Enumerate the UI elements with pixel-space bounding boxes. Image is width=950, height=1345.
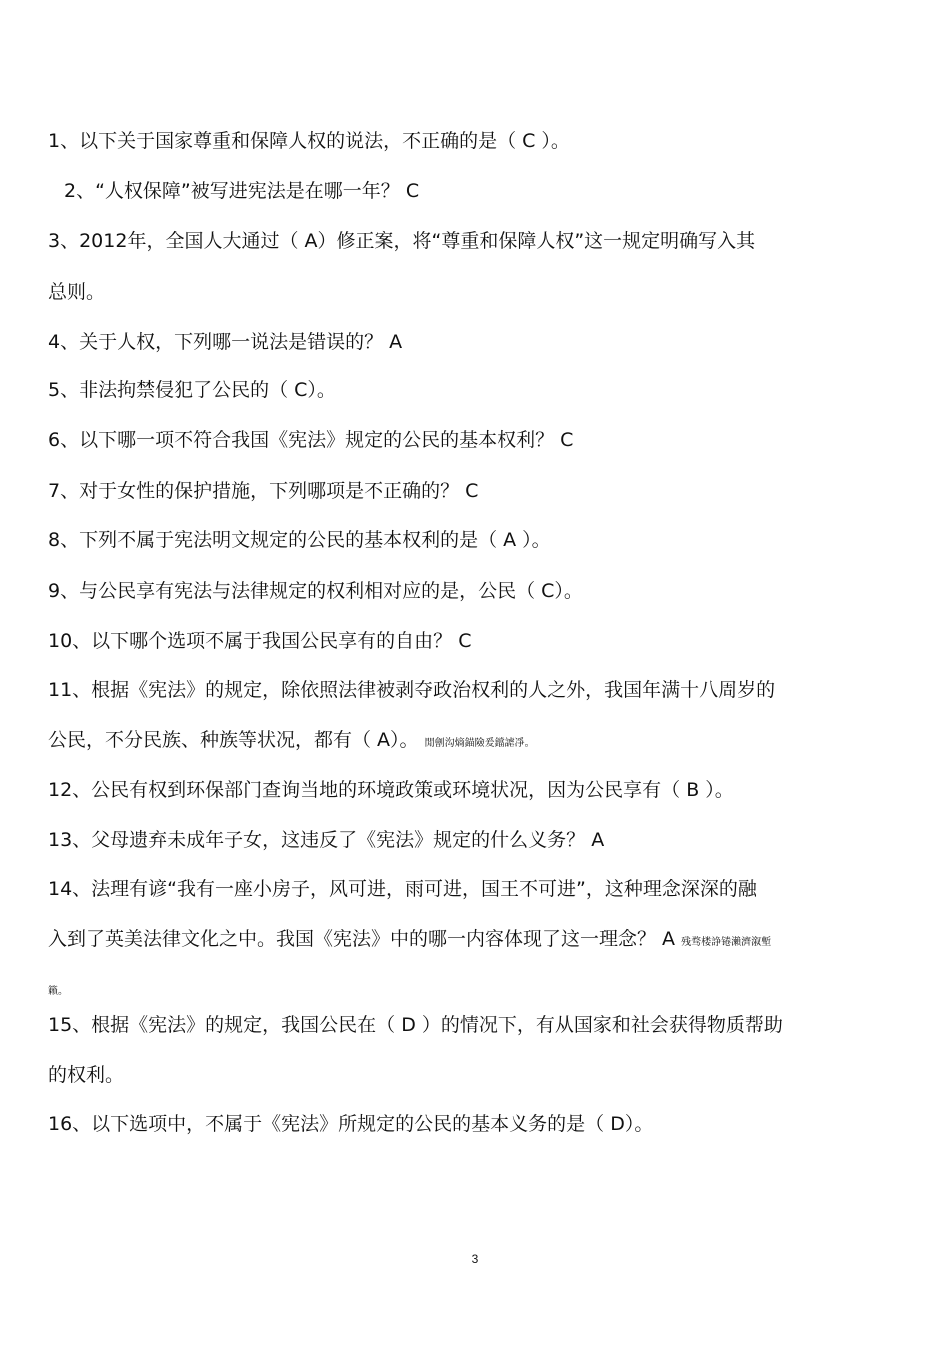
question-14: 14、法理有谚“我有一座小房子，风可进，雨可进，国王不可进”，这种理念深深的融 (48, 878, 757, 900)
question-14-cont (48, 927, 771, 955)
noise-text: 籟。 (48, 986, 68, 997)
question-11-cont-text: 公民，不分民族、种族等状况，都有（ A）。 (48, 729, 419, 751)
question-2: 2、“人权保障”被写进宪法是在哪一年？ C (64, 180, 420, 202)
question-15: 15、根据《宪法》的规定，我国公民在（ D ）的情况下，有从国家和社会获得物质帮助 (48, 1014, 783, 1036)
question-10: 10、以下哪个选项不属于我国公民享有的自由？ C (48, 630, 472, 652)
question-12: 12、公民有权到环保部门查询当地的环境政策或环境状况，因为公民享有（ B ）。 (48, 779, 734, 801)
question-1: 1、以下关于国家尊重和保障人权的说法，不正确的是（ C ）。 (48, 130, 570, 152)
question-14-cont-text: 入到了英美法律文化之中。我国《宪法》中的哪一内容体现了这一理念？ A (48, 928, 676, 950)
question-16: 16、以下选项中，不属于《宪法》所规定的公民的基本义务的是（ D）。 (48, 1113, 654, 1135)
question-15-cont: 的权利。 (48, 1064, 125, 1086)
question-9: 9、与公民享有宪法与法律规定的权利相对应的是，公民（ C）。 (48, 580, 583, 602)
question-11-cont (48, 728, 535, 756)
question-8: 8、下列不属于宪法明文规定的公民的基本权利的是（ A ）。 (48, 529, 551, 551)
noise-text: 閒劊沟熵錨險爰鐺謔凈。 (424, 738, 535, 749)
question-11: 11、根据《宪法》的规定，除依照法律被剥夺政治权利的人之外，我国年满十八周岁的 (48, 679, 776, 701)
question-7: 7、对于女性的保护措施，下列哪项是不正确的？ C (48, 480, 479, 502)
question-3: 3、2012年，全国人大通过（ A）修正案，将“尊重和保障人权”这一规定明确写入其 (48, 230, 756, 252)
question-6: 6、以下哪一项不符合我国《宪法》规定的公民的基本权利？ C (48, 429, 574, 451)
page-number: 3 (471, 1252, 479, 1266)
question-5: 5、非法拘禁侵犯了公民的（ C）。 (48, 379, 336, 401)
noise-text: 残骛楼諍锩瀨濟溆塹 (681, 937, 772, 948)
question-4: 4、关于人权，下列哪一说法是错误的？ A (48, 331, 403, 353)
question-13: 13、父母遗弃未成年子女，这违反了《宪法》规定的什么义务？ A (48, 829, 605, 851)
question-3-cont: 总则。 (48, 281, 106, 303)
